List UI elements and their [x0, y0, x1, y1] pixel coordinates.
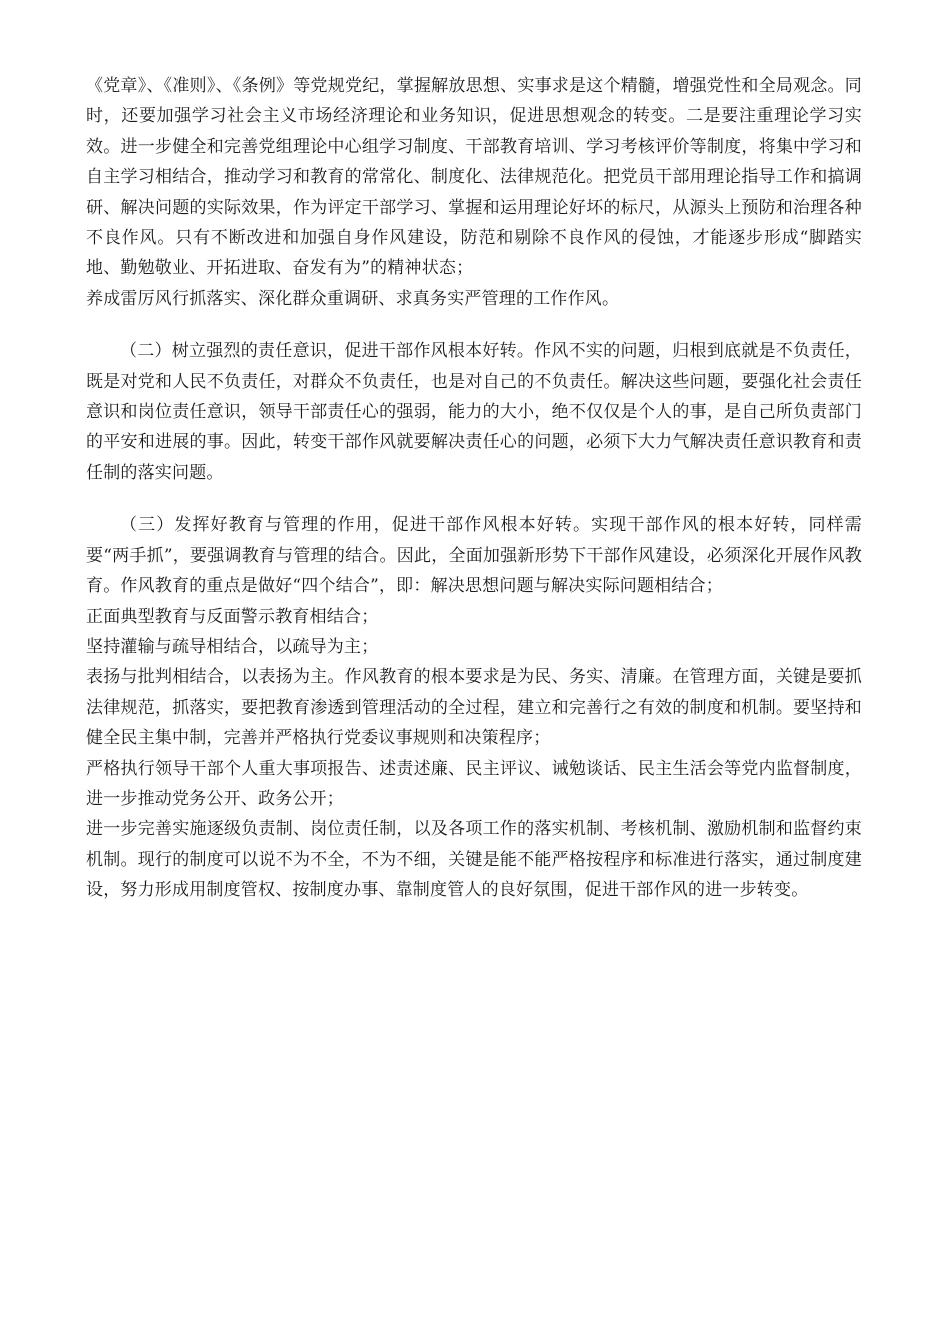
paragraph-responsibility: （二）树立强烈的责任意识，促进干部作风根本好转。作风不实的问题，归根到底就是不负责任，既是对党和人民不负责任，对群众不负责任，也是对自己的不负责任。解决这些问题，要强化社会责任意识和岗位责任意识，领导干部责任心的强弱，能力的大小，绝不仅仅是个人的事，是自己所负责部门的平安和进展的事。因此，转变干部作风就要解决责任心的问题，必须下大力气解决责任意识教育和责任制的落实问题。 — [86, 341, 862, 483]
paragraph-combination-2: 坚持灌输与疏导相结合，以疏导为主； — [86, 636, 379, 657]
paragraph-combination-3: 表扬与批判相结合，以表扬为主。作风教育的根本要求是为民、务实、清廉。在管理方面，关键是要抓法律规范，抓落实，要把教育渗透到管理活动的全过程，建立和完善行之有效的制度和机制。要坚持和健全民主集中制，完善并严格执行党委议事规则和决策程序； — [86, 667, 862, 749]
paragraph-combination-1: 正面典型教育与反面警示教育相结合； — [86, 606, 379, 627]
paragraph-study-practice: 《党章》、《准则》、《条例》等党规党纪，掌握解放思想、实事求是这个精髓，增强党性和全局观念。同时，还要加强学习社会主义市场经济理论和业务知识，促进思想观念的转变。二是要注重理论学习实效。进一步健全和完善党组理论中心组学习制度、干部教育培训、学习考核评价等制度，将集中学习和自主学习相结合，推动学习和教育的常常化、制度化、法律规范化。把党员干部用理论指导工作和搞调研、解决问题的实际效果，作为评定干部学习、掌握和运用理论好坏的标尺，从源头上预防和治理各种不良作风。只有不断改进和加强自身作风建设，防范和剔除不良作风的侵蚀，才能逐步形成“脚踏实地、勤勉敬业、开拓进取、奋发有为”的精神状态； — [86, 76, 862, 279]
paragraph-education-management: （三）发挥好教育与管理的作用，促进干部作风根本好转。实现干部作风的根本好转，同样需要“两手抓”，要强调教育与管理的结合。因此，全面加强新形势下干部作风建设，必须深化开展作风教育。作风教育的重点是做好“四个结合”，即：解决思想问题与解决实际问题相结合； — [86, 515, 862, 597]
document-body — [86, 71, 862, 906]
paragraph-mechanisms: 进一步完善实施逐级负责制、岗位责任制，以及各项工作的落实机制、考核机制、激励机制和监督约束机制。现行的制度可以说不为不全，不为不细，关键是能不能严格按程序和标准进行落实，通过制度建设，努力形成用制度管权、按制度办事、靠制度管人的良好氛围，促进干部作风的进一步转变。 — [86, 819, 862, 901]
paragraph-supervision: 严格执行领导干部个人重大事项报告、述责述廉、民主评议、诫勉谈话、民主生活会等党内监督制度，进一步推动党务公开、政务公开； — [86, 758, 862, 809]
paragraph-work-style: 养成雷厉风行抓落实、深化群众重调研、求真务实严管理的工作作风。 — [86, 288, 620, 309]
